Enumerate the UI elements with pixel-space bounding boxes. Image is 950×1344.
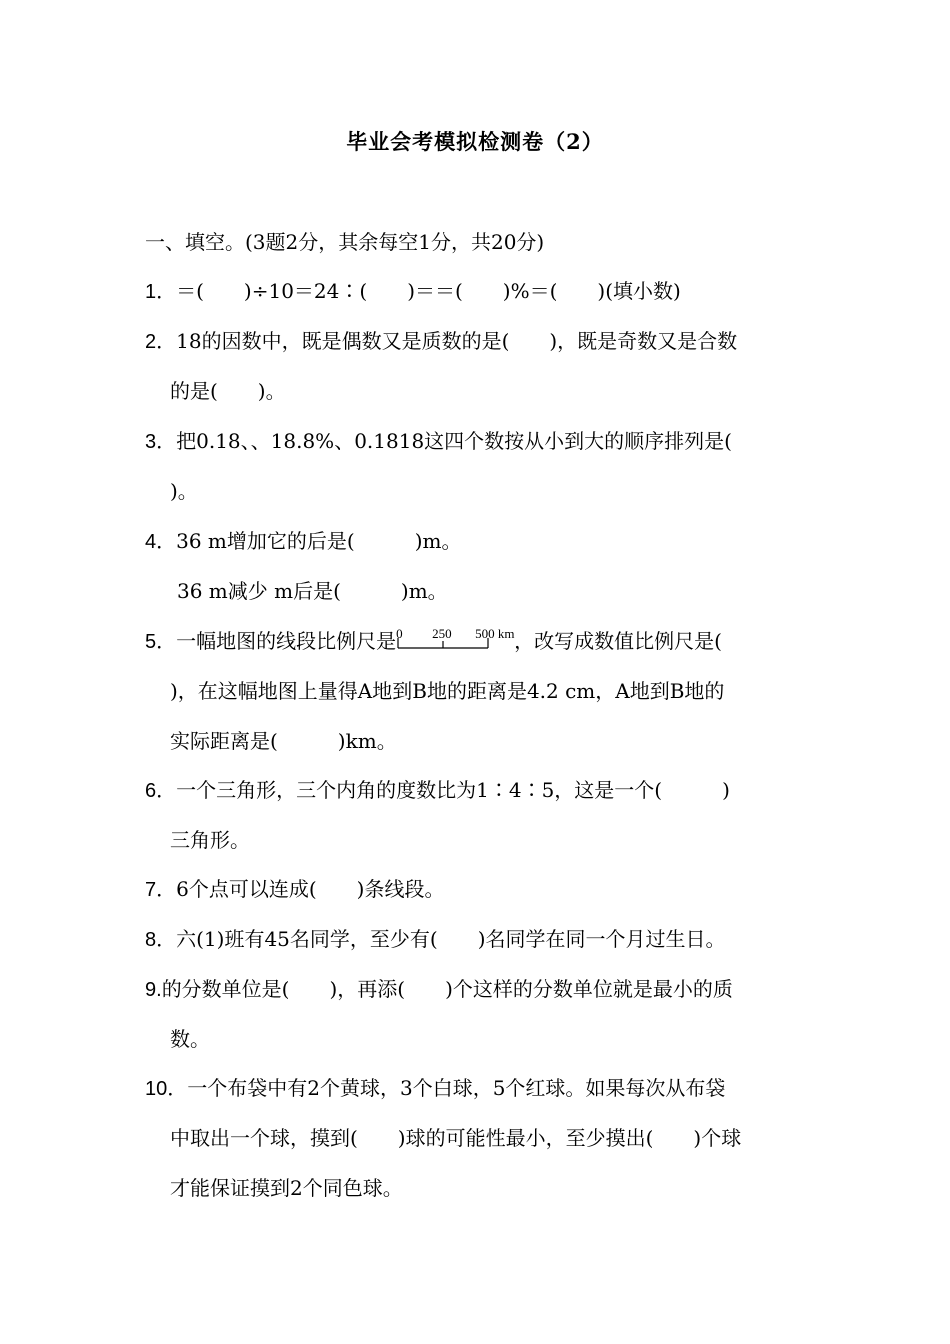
question-text: 一个三角形，三个内角的度数比为1∶4∶5，这是一个( ): [176, 778, 730, 802]
question-text-cont: ，改写成数值比例尺是(: [514, 629, 722, 653]
question-6-line-1: [145, 775, 730, 806]
scale-label-250: 250: [432, 626, 452, 641]
question-5-line-3: 实际距离是( )km。: [170, 729, 397, 753]
question-3-line-1: [145, 426, 732, 457]
scale-label-0: 0: [396, 626, 403, 641]
question-number: 8．: [145, 929, 177, 951]
question-8: [145, 924, 726, 955]
question-text: 一幅地图的线段比例尺是: [176, 629, 397, 653]
question-7: [145, 874, 444, 905]
question-number: 10．: [145, 1078, 188, 1100]
question-number: 4．: [145, 531, 177, 553]
question-5-line-2: )，在这幅地图上量得A地到B地的距离是4.2 cm，A地到B地的: [170, 679, 725, 703]
question-number: 6．: [145, 780, 177, 802]
question-text: 18的因数中，既是偶数又是质数的是( )，既是奇数又是合数: [176, 329, 738, 353]
question-number: 2．: [145, 331, 177, 353]
question-4-line-2: 36 m减少 m后是( )m。: [177, 579, 448, 603]
question-10-line-2: 中取出一个球，摸到( )球的可能性最小，至少摸出( )个球: [170, 1126, 742, 1150]
question-2-line-1: [145, 326, 737, 357]
question-9-line-1: [145, 974, 733, 1005]
question-number: 5．: [145, 631, 177, 653]
question-6-line-2: 三角形。: [170, 828, 250, 852]
question-text: 6个点可以连成( )条线段。: [176, 877, 445, 901]
question-5-line-1: [145, 626, 722, 657]
question-number: 7．: [145, 879, 177, 901]
question-4-line-1: [145, 526, 461, 557]
question-text: 把0.18、、18.8%、0.1818这四个数按从小到大的顺序排列是(: [176, 429, 732, 453]
section-heading: 一、填空。(3题2分，其余每空1分，共20分): [145, 230, 545, 254]
exam-title: 毕业会考模拟检测卷（2）: [346, 129, 604, 154]
question-number: 1．: [145, 281, 177, 303]
question-3-line-2: )。: [170, 479, 198, 503]
line-scale-ruler: [396, 626, 514, 656]
question-2-line-2: 的是( )。: [170, 379, 286, 403]
question-number: 3．: [145, 431, 177, 453]
question-1: [145, 276, 681, 307]
question-text: ＝( )÷10＝24∶( )＝＝( )%＝( )(填小数): [176, 279, 681, 303]
question-10-line-3: 才能保证摸到2个同色球。: [170, 1176, 403, 1200]
question-text: 的分数单位是( )，再添( )个这样的分数单位就是最小的质: [161, 977, 733, 1001]
question-text: 一个布袋中有2个黄球，3个白球，5个红球。如果每次从布袋: [187, 1076, 726, 1100]
question-text: 六(1)班有45名同学，至少有( )名同学在同一个月过生日。: [176, 927, 726, 951]
question-text: 36 m增加它的后是( )m。: [176, 529, 462, 553]
question-9-line-2: 数。: [170, 1027, 210, 1051]
question-10-line-1: [145, 1073, 725, 1104]
question-number: 9.: [145, 979, 162, 1001]
scale-label-500: 500 km: [475, 626, 515, 641]
